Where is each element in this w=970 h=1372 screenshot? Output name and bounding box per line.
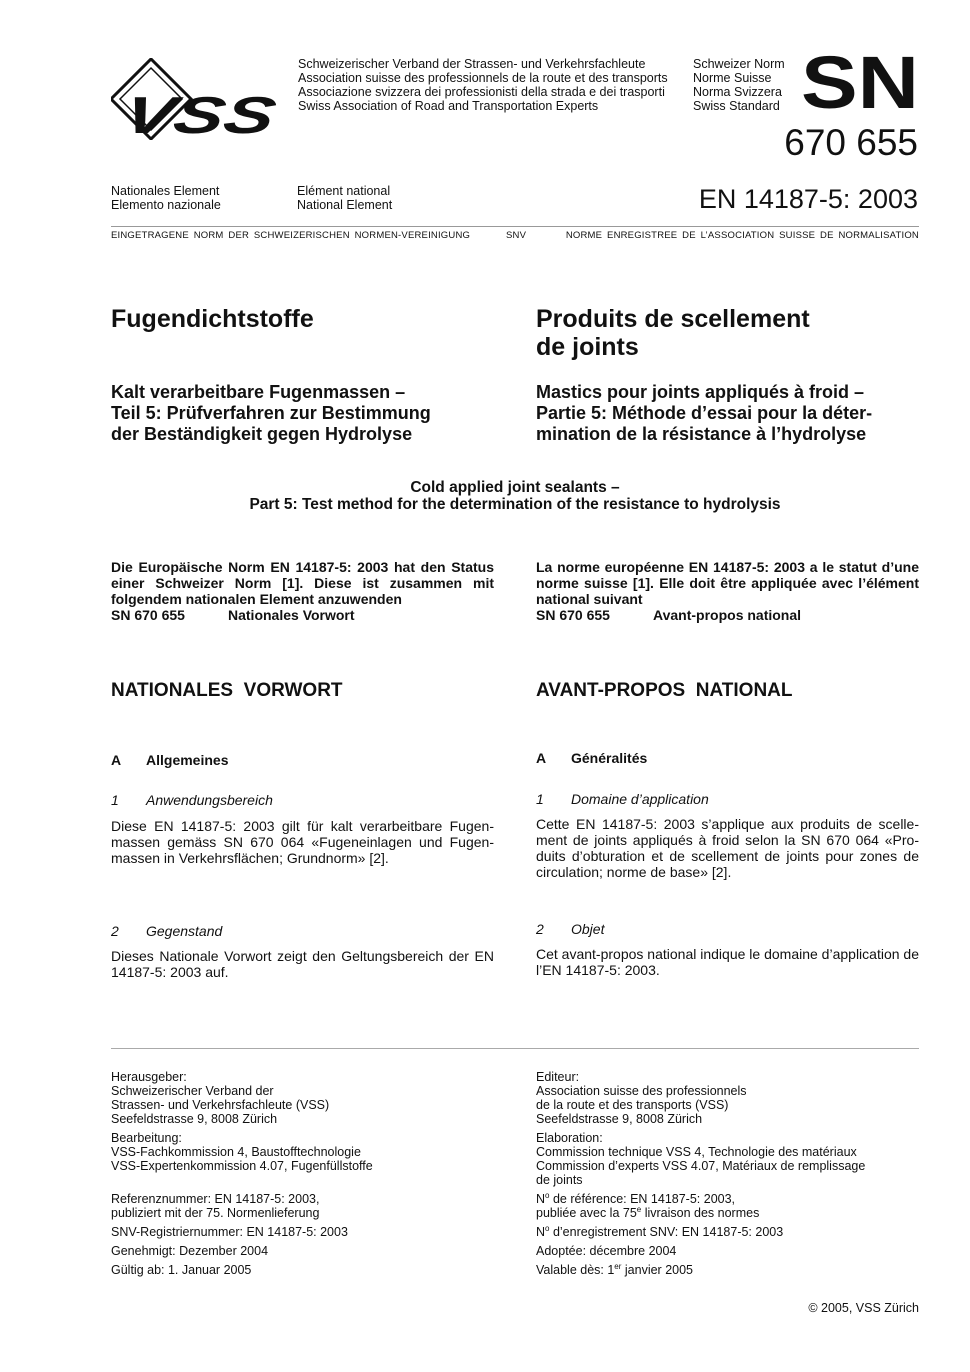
foreword-heading-fr: AVANT-PROPOS NATIONAL	[536, 680, 793, 701]
section-1-text-de: Diese EN 14187-5: 2003 gilt für kalt verarbeitbare Fugenmassen gemäss SN 670 064 «Fugeneinlagen und Fugenmassen in Verkehrsflächen; Grundnorm» [2].	[111, 818, 494, 866]
sn-logo	[801, 50, 921, 114]
norm-type-labels: Schweizer Norm Norme Suisse Norma Svizzera Swiss Standard	[693, 57, 785, 113]
status-de-ref: SN 670 655 Nationales Vorwort	[111, 607, 355, 623]
registry-fr: NORME ENREGISTREE DE L’ASSOCIATION SUISSE DE NORMALISATION	[565, 230, 919, 241]
status-de-text: Die Europäische Norm EN 14187-5: 2003 hat den Status einer Schweizer Norm [1]. Diese ist zusammen mit folgendem nationalen Element anzuwenden	[111, 559, 494, 607]
foreword-heading-de: NATIONALES VORWORT	[111, 680, 343, 701]
footer-divider	[111, 1048, 919, 1049]
vss-logo-text: VSS	[118, 86, 235, 140]
subtitle-fr: Mastics pour joints appliqués à froid – Partie 5: Méthode d’essai pour la déter- mination de la résistance à l’hydrolyse	[536, 382, 873, 444]
status-de	[111, 559, 494, 623]
title-fr: Produits de scellement de joints	[536, 305, 810, 361]
sn-logo-text: SN	[801, 50, 919, 114]
section-a-fr: A Généralités	[536, 750, 648, 766]
status-fr	[536, 559, 919, 623]
section-2-text-fr: Cet avant-propos national indique le domaine d’application de l’EN 14187-5: 2003.	[536, 946, 919, 978]
section-2-title-de: 2 Gegenstand	[111, 923, 223, 939]
footer-fr: Editeur: Association suisse des professionnels de la route et des transports (VSS) Seefeldstrasse 9, 8008 Zürich Elaboration: Commission technique VSS 4, Technologie des matériaux Commission d’experts VSS 4.07, Matériaux de remplissage de joints $N^o$ de référence: EN 14187-5: 2003, publiée avec la 75e livraison des normes $N^o$ d’enregistrement SNV: EN 14187-5: 2003 Adoptée: décembre 2004 Valable dès: 1er janvier 2005	[536, 1070, 866, 1277]
subtitle-de: Kalt verarbeitbare Fugenmassen – Teil 5: Prüfverfahren zur Bestimmung der Beständigkeit gegen Hydrolyse	[111, 382, 431, 444]
footer-de: Herausgeber: Schweizerischer Verband der Strassen- und Verkehrsfachleute (VSS) Seefeldstrasse 9, 8008 Zürich Bearbeitung: VSS-Fachkommission 4, Baustofftechnologie VSS-Expertenkommission 4.07, Fugenfüllstoffe Referenznummer: EN 14187-5: 2003, publiziert mit der 75. Normenlieferung SNV-Registriernummer: EN 14187-5: 2003 Genehmigt: Dezember 2004 Gültig ab: 1. Januar 2005	[111, 1070, 373, 1277]
registry-snv: SNV	[506, 230, 527, 241]
section-2-title-fr: 2 Objet	[536, 921, 605, 937]
registry-de: EINGETRAGENE NORM DER SCHWEIZERISCHEN NORMEN-VEREINIGUNG	[111, 230, 471, 241]
section-1-title-fr: 1 Domaine d’application	[536, 791, 709, 807]
status-fr-ref: SN 670 655 Avant-propos national	[536, 607, 802, 623]
section-2-text-de: Dieses Nationale Vorwort zeigt den Geltungsbereich der EN 14187-5: 2003 auf.	[111, 948, 494, 980]
header-divider	[111, 226, 919, 227]
subtitle-en: Cold applied joint sealants – Part 5: Test method for the determination of the resistance to hydrolysis	[249, 479, 781, 513]
title-de: Fugendichtstoffe	[111, 305, 314, 333]
association-names: Schweizerischer Verband der Strassen- und Verkehrsfachleute Association suisse des professionnels de la route et des transports Associazione svizzera dei professionisti della strada e dei trasporti Swiss Association of Road and Transportation Experts	[298, 57, 668, 113]
section-1-title-de: 1 Anwendungsbereich	[111, 792, 273, 808]
element-right: Elément national National Element	[297, 184, 393, 212]
status-fr-text: La norme européenne EN 14187-5: 2003 a le statut d’une norme suisse [1]. Elle doit être appliquée avec l’élément national suivant	[536, 559, 919, 607]
section-1-text-fr: Cette EN 14187-5: 2003 s’applique aux produits de scellement de joints appliqués à froid selon la SN 670 064 «Produits d’obturation et de scellement de joints pour zones de circulation; norme de base» [2].	[536, 816, 919, 880]
en-number: EN 14187-5: 2003	[698, 184, 918, 214]
element-left: Nationales Element Elemento nazionale	[111, 184, 221, 212]
vss-logo	[111, 58, 291, 140]
norm-number: 670 655	[784, 122, 918, 163]
section-a-de: A Allgemeines	[111, 752, 229, 768]
copyright: © 2005, VSS Zürich	[808, 1301, 919, 1315]
